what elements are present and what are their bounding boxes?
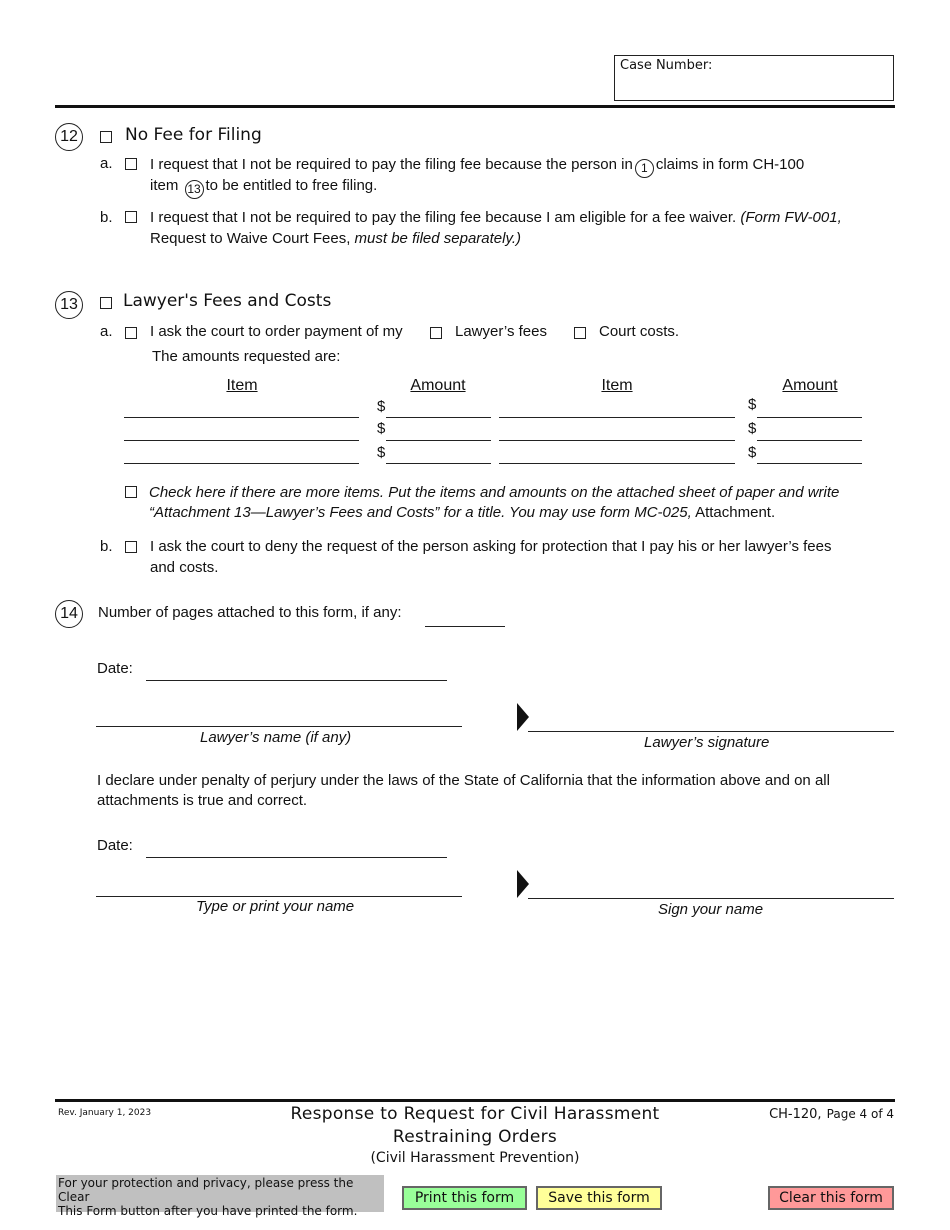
signature-label: Sign your name <box>658 901 764 918</box>
declaration-line1: I declare under penalty of perjury under the laws of the State of California that the information above and on all <box>97 772 830 789</box>
pages-attached-label: Number of pages attached to this form, if any: <box>98 604 402 621</box>
court-costs-option-checkbox[interactable] <box>574 327 586 339</box>
date-field[interactable] <box>146 680 447 681</box>
privacy-line1: For your protection and privacy, please press the Clear <box>58 1176 354 1204</box>
dollar-sign: $ <box>377 398 386 415</box>
privacy-notice <box>56 1175 384 1218</box>
dollar-sign: $ <box>748 444 757 461</box>
declaration-line2: attachments is true and correct. <box>97 792 308 809</box>
s12b-letter: b. <box>100 209 113 226</box>
s12b-text1-it: (Form FW-001, <box>740 209 842 226</box>
form-number: CH-120, <box>769 1107 822 1122</box>
case-number-box[interactable] <box>614 55 894 101</box>
print-form-button[interactable]: Print this form <box>402 1186 527 1210</box>
s12b-checkbox[interactable] <box>125 211 137 223</box>
fee-amount-field[interactable] <box>386 440 491 441</box>
col-amount-right: Amount <box>782 377 838 394</box>
lawyers-fees-option-label: Lawyer’s fees <box>455 323 547 340</box>
lawyer-signature-label: Lawyer’s signature <box>644 734 770 751</box>
s12b-text2-it: must be filed separately.) <box>354 230 522 247</box>
lawyer-name-label: Lawyer’s name (if any) <box>200 729 352 746</box>
lawyer-fees-checkbox[interactable] <box>100 297 112 309</box>
s12a-checkbox[interactable] <box>125 158 137 170</box>
revision-date: Rev. January 1, 2023 <box>58 1108 152 1118</box>
no-fee-title: No Fee for Filing <box>125 125 262 145</box>
signature-arrow-icon <box>517 870 529 898</box>
form-title <box>250 1103 700 1168</box>
form-title-line2: Restraining Orders <box>392 1127 558 1147</box>
date-label: Date: <box>97 660 133 677</box>
s12a-letter: a. <box>100 155 113 172</box>
s13a-letter: a. <box>100 323 113 340</box>
date-label: Date: <box>97 837 133 854</box>
s12a-text2: claims in form CH-100 <box>655 156 805 173</box>
fee-item-field[interactable] <box>124 417 359 418</box>
fee-amount-field[interactable] <box>757 463 862 464</box>
pages-attached-field[interactable] <box>425 626 505 627</box>
privacy-line2: This Form button after you have printed the form. <box>58 1204 358 1218</box>
print-name-label: Type or print your name <box>196 898 355 915</box>
s12a-text1: I request that I not be required to pay the filing fee because the person in <box>150 156 633 173</box>
form-title-line1: Response to Request for Civil Harassment <box>290 1104 660 1124</box>
ref-item-13: 13 <box>185 180 204 199</box>
dollar-sign: $ <box>377 420 386 437</box>
more-items-line2 <box>149 502 775 523</box>
more-items-text: Attachment. <box>695 504 776 521</box>
amounts-requested-label: The amounts requested are: <box>152 348 341 365</box>
s12b-text2: Request to Waive Court Fees, <box>150 230 351 247</box>
s13b-line1: I ask the court to deny the request of the person asking for protection that I pay his or her lawyer’s fees <box>150 538 832 555</box>
fee-item-field[interactable] <box>124 440 359 441</box>
s12a-text3: item <box>150 177 179 194</box>
fee-item-field[interactable] <box>499 463 735 464</box>
fee-amount-field[interactable] <box>386 417 491 418</box>
footer-rule <box>55 1099 895 1102</box>
fee-amount-field[interactable] <box>386 463 491 464</box>
item-number-13: 13 <box>55 291 83 319</box>
fee-amount-field[interactable] <box>757 417 862 418</box>
s13b-checkbox[interactable] <box>125 541 137 553</box>
more-items-line1: Check here if there are more items. Put the items and amounts on the attached sheet of paper and write <box>149 484 840 501</box>
fee-item-field[interactable] <box>499 440 735 441</box>
s12b-line2 <box>150 228 521 249</box>
case-number-label: Case Number: <box>620 58 713 73</box>
save-form-button[interactable]: Save this form <box>536 1186 662 1210</box>
dollar-sign: $ <box>377 444 386 461</box>
col-item-right: Item <box>601 377 633 394</box>
lawyer-fees-title: Lawyer's Fees and Costs <box>123 291 332 311</box>
clear-form-button[interactable]: Clear this form <box>768 1186 894 1210</box>
header-rule <box>55 105 895 108</box>
col-item-left: Item <box>226 377 258 394</box>
fee-amount-field[interactable] <box>757 440 862 441</box>
col-amount-left: Amount <box>410 377 466 394</box>
item-number-14: 14 <box>55 600 83 628</box>
s12a-line2 <box>150 175 377 199</box>
s13b-letter: b. <box>100 538 113 555</box>
s13b-line2: and costs. <box>150 559 219 576</box>
signature-arrow-icon <box>517 703 529 731</box>
ref-item-1: 1 <box>635 159 654 178</box>
fee-item-field[interactable] <box>499 417 735 418</box>
dollar-sign: $ <box>748 420 757 437</box>
s12a-text4: to be entitled to free filing. <box>205 177 378 194</box>
s12b-text1: I request that I not be required to pay the filing fee because I am eligible for a fee waiver. <box>150 209 737 226</box>
court-costs-option-label: Court costs. <box>599 323 680 340</box>
lawyers-fees-option-checkbox[interactable] <box>430 327 442 339</box>
fee-item-field[interactable] <box>124 463 359 464</box>
s12b-line1 <box>150 207 842 228</box>
item-number-12: 12 <box>55 123 83 151</box>
more-items-checkbox[interactable] <box>125 486 137 498</box>
page-number: Page 4 of 4 <box>826 1107 894 1121</box>
form-subtitle: (Civil Harassment Prevention) <box>370 1150 580 1166</box>
no-fee-checkbox[interactable] <box>100 131 112 143</box>
dollar-sign: $ <box>748 396 757 413</box>
date-field[interactable] <box>146 857 447 858</box>
more-items-text-it: “Attachment 13—Lawyer’s Fees and Costs” for a title. You may use form MC-025, <box>149 504 692 521</box>
s13a-text: I ask the court to order payment of my <box>150 323 403 340</box>
s13a-checkbox[interactable] <box>125 327 137 339</box>
form-id <box>769 1103 894 1122</box>
